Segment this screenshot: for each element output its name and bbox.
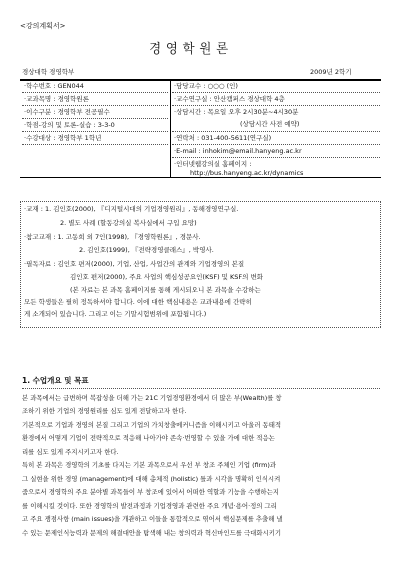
paragraph-line: 본 과목에서는 급변하며 복잡성을 더해 가는 21C 기업경영환경에서 더 많은 부(Wealth)를 창 bbox=[22, 394, 282, 402]
paragraph-line: 수 있는 문제인식능력과 문제의 해결대안을 탐색해 내는 창의력과 혁신마인드를 극대화시키기 bbox=[22, 529, 282, 537]
department: 경상대학 경영학부 bbox=[22, 68, 75, 76]
paragraph-line: 고 주요 쟁점사항 (main issues)을 개관하고 이들을 통합적으로 엮어서 핵심문제를 추출해 낼 bbox=[22, 515, 283, 523]
reference-2: 2. 김인호(1999), 『전략경영클래스』, 박영사. bbox=[79, 246, 214, 254]
textbook-1: ·교재 : 1. 김인호(2000), 『디지털시대의 기업경영원리』, 동해경영연구실. bbox=[24, 205, 239, 213]
paragraph-line: 환경에서 어떻게 기업이 전략적으로 적응해 나아가야 존속·번영할 수 있을 가에 대한 적응논 bbox=[22, 434, 275, 442]
paragraph-line: 조하기 위한 기업의 경영원리를 심도 있게 전달하고자 한다. bbox=[22, 407, 187, 415]
homepage-label: ·인터넷웹강의실 홈페이지 : bbox=[174, 160, 252, 168]
office-hours-note: (상담시간 사전 예약) bbox=[240, 120, 300, 128]
credits: ·학점-강의 및 토론-실습 : 3-3-0 bbox=[24, 121, 115, 129]
semester: 2009년 2학기 bbox=[310, 68, 352, 76]
paragraph-line: 를 이해시킬 것이다. 또한 경영학의 발전과정과 기업경영과 관련한 주요 개념·용어·정의 그리 bbox=[22, 502, 277, 510]
reference-1: ·참고교재 : 1. 고동희 외 7인(1998), 『경영학원론』, 경문사. bbox=[24, 233, 201, 241]
reading-note-3: 게 소개되어 있습니다. 그리고 이는 기말시험범위에 포함됩니다.) bbox=[24, 310, 207, 318]
required-reading-1: ·필독자료 : 김인호 편저(2000), 기업, 산업, 사업간의 관계와 기업경영의 본질 bbox=[24, 260, 245, 268]
course-name: ·교과목명 : 경영학원론 bbox=[24, 95, 89, 103]
document-label: <강의계획서> bbox=[20, 22, 66, 30]
course-number: ·학수번호 : GEN044 bbox=[24, 82, 84, 90]
reading-note-1: (본 자료는 본 과목 홈페이지를 통해 게시되오니 본 과목을 수강하는 bbox=[70, 286, 261, 294]
office: ·교수연구실 : 안산캠퍼스 경상대학 4층 bbox=[174, 95, 285, 103]
instructor: ·담당교수 : ○○○ (인) bbox=[174, 82, 238, 90]
reading-note-2: 모든 학생들은 필히 정독하셔야 합니다. 이에 대한 핵심내용은 교과내용에 간략히 bbox=[24, 298, 252, 306]
paragraph-line: 리를 심도 있게 주지시키고자 한다. bbox=[22, 448, 119, 456]
section-heading: 1. 수업개요 및 목표 bbox=[22, 376, 89, 385]
paragraph-line: 그 실현을 위한 경영 (management)에 대해 총체적 (holistic) 틀과 시각을 명확히 인식시켜 bbox=[22, 475, 281, 483]
paragraph-line: 특히 본 과목은 경영학의 기초를 다지는 기본 과목으로서 우선 부 창조 주체인 기업 (firm)과 bbox=[22, 461, 277, 469]
homepage-link[interactable]: http://bus.hanyeng.ac.kr/dynamics bbox=[190, 169, 304, 177]
email[interactable]: ·E-mail : inhokim@email.hanyeng.ac.kr bbox=[174, 147, 302, 155]
page-title: 경영학원론 bbox=[149, 42, 233, 57]
textbook-2: 2. 별도 사례 (할동강의실 복사실에서 구입 요망) bbox=[60, 219, 197, 227]
course-type: ·이수구분 : 경영학부 전공필수 bbox=[24, 108, 110, 116]
paragraph-line: 기본적으로 기업과 경영의 본질 그리고 기업의 가치창출메커니즘을 이해시키고 아울러 동태적 bbox=[22, 421, 282, 429]
contact: ·연락처 : 031-400-5611(연구실) bbox=[174, 134, 272, 142]
required-reading-2: 김인호 편저(2000), 주요 사업의 핵심성공요인(KSF) 및 KSF의 변화 bbox=[70, 273, 264, 281]
target-students: ·수강대상 : 경영학부 1학년 bbox=[24, 134, 102, 142]
office-hours: ·상담시간 : 목요일 오후 2시30분~4시30분 bbox=[174, 108, 299, 116]
paragraph-line: 줌으로서 경영학의 주요 분야별 과목들이 부 창조에 있어서 어떠한 역할과 기능을 수행하는지 bbox=[22, 488, 279, 496]
